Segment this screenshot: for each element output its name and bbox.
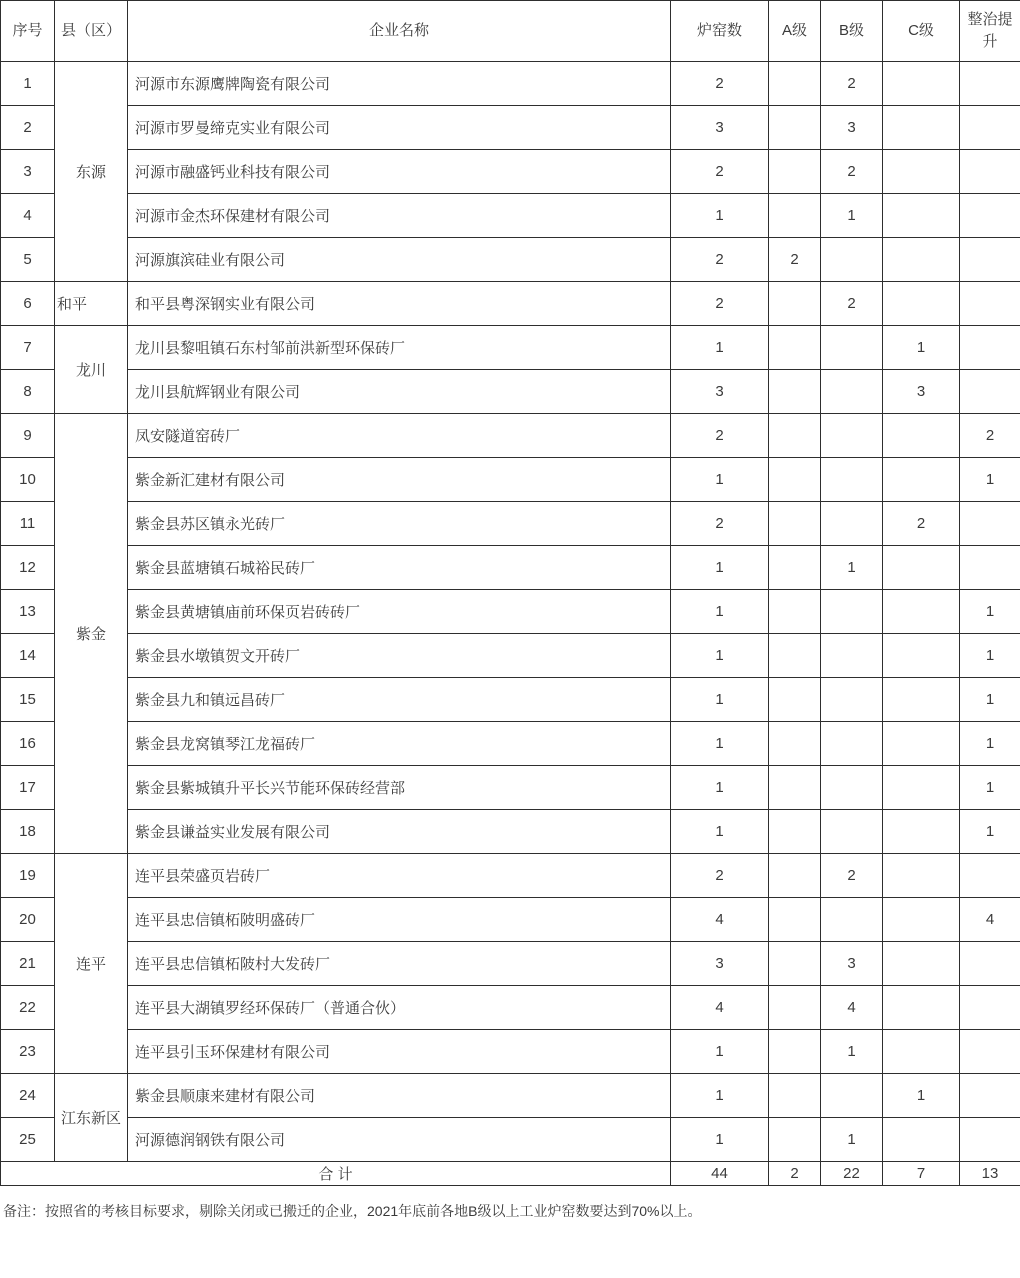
cell-grade-a bbox=[769, 634, 821, 678]
cell-no: 18 bbox=[1, 810, 55, 854]
cell-county: 龙川 bbox=[55, 326, 128, 414]
cell-no: 25 bbox=[1, 1118, 55, 1162]
cell-rectify bbox=[960, 1030, 1020, 1074]
cell-enterprise-name: 紫金县苏区镇永光砖厂 bbox=[128, 502, 671, 546]
table-row bbox=[1, 1118, 1020, 1162]
total-grade-c: 7 bbox=[883, 1162, 960, 1186]
table-row bbox=[1, 678, 1020, 722]
cell-no: 12 bbox=[1, 546, 55, 590]
cell-grade-b bbox=[821, 678, 883, 722]
cell-grade-c: 3 bbox=[883, 370, 960, 414]
cell-no: 2 bbox=[1, 106, 55, 150]
cell-grade-c bbox=[883, 238, 960, 282]
cell-no: 11 bbox=[1, 502, 55, 546]
cell-rectify bbox=[960, 282, 1020, 326]
cell-no: 21 bbox=[1, 942, 55, 986]
cell-grade-c bbox=[883, 898, 960, 942]
cell-kiln-count: 1 bbox=[671, 1030, 769, 1074]
cell-grade-b: 2 bbox=[821, 282, 883, 326]
cell-rectify: 2 bbox=[960, 414, 1020, 458]
cell-no: 13 bbox=[1, 590, 55, 634]
col-header-kiln-count: 炉窑数 bbox=[671, 1, 769, 62]
cell-enterprise-name: 紫金县黄塘镇庙前环保页岩砖砖厂 bbox=[128, 590, 671, 634]
cell-no: 6 bbox=[1, 282, 55, 326]
cell-grade-c bbox=[883, 854, 960, 898]
col-header-enterprise: 企业名称 bbox=[128, 1, 671, 62]
cell-no: 17 bbox=[1, 766, 55, 810]
cell-rectify bbox=[960, 546, 1020, 590]
cell-grade-b bbox=[821, 766, 883, 810]
table-row bbox=[1, 326, 1020, 370]
cell-grade-a bbox=[769, 898, 821, 942]
table-row bbox=[1, 502, 1020, 546]
cell-kiln-count: 1 bbox=[671, 590, 769, 634]
cell-grade-c bbox=[883, 458, 960, 502]
cell-grade-b: 1 bbox=[821, 1118, 883, 1162]
cell-grade-c bbox=[883, 986, 960, 1030]
total-kiln-count: 44 bbox=[671, 1162, 769, 1186]
cell-grade-a bbox=[769, 414, 821, 458]
cell-rectify bbox=[960, 62, 1020, 106]
cell-no: 9 bbox=[1, 414, 55, 458]
cell-grade-a bbox=[769, 590, 821, 634]
cell-grade-b bbox=[821, 634, 883, 678]
total-row bbox=[1, 1162, 1020, 1186]
table-row bbox=[1, 546, 1020, 590]
cell-kiln-count: 1 bbox=[671, 722, 769, 766]
cell-enterprise-name: 凤安隧道窑砖厂 bbox=[128, 414, 671, 458]
cell-grade-c: 2 bbox=[883, 502, 960, 546]
cell-rectify: 1 bbox=[960, 458, 1020, 502]
total-grade-b: 22 bbox=[821, 1162, 883, 1186]
cell-grade-c bbox=[883, 678, 960, 722]
cell-rectify bbox=[960, 1074, 1020, 1118]
table-row bbox=[1, 590, 1020, 634]
cell-grade-a bbox=[769, 370, 821, 414]
cell-grade-b bbox=[821, 414, 883, 458]
table-body bbox=[1, 62, 1020, 1162]
cell-kiln-count: 1 bbox=[671, 546, 769, 590]
cell-enterprise-name: 河源德润钢铁有限公司 bbox=[128, 1118, 671, 1162]
cell-grade-c bbox=[883, 150, 960, 194]
cell-kiln-count: 1 bbox=[671, 766, 769, 810]
cell-county: 连平 bbox=[55, 854, 128, 1074]
cell-enterprise-name: 紫金县紫城镇升平长兴节能环保砖经营部 bbox=[128, 766, 671, 810]
cell-rectify: 1 bbox=[960, 722, 1020, 766]
cell-grade-c bbox=[883, 282, 960, 326]
cell-rectify bbox=[960, 942, 1020, 986]
col-header-grade-b: B级 bbox=[821, 1, 883, 62]
cell-grade-c: 1 bbox=[883, 326, 960, 370]
cell-kiln-count: 1 bbox=[671, 634, 769, 678]
cell-enterprise-name: 河源旗滨硅业有限公司 bbox=[128, 238, 671, 282]
header-row bbox=[1, 1, 1020, 62]
col-header-grade-a: A级 bbox=[769, 1, 821, 62]
cell-grade-a bbox=[769, 62, 821, 106]
cell-enterprise-name: 河源市东源鹰牌陶瓷有限公司 bbox=[128, 62, 671, 106]
cell-grade-a bbox=[769, 722, 821, 766]
cell-grade-a bbox=[769, 502, 821, 546]
table-header bbox=[1, 1, 1020, 62]
cell-rectify bbox=[960, 854, 1020, 898]
cell-kiln-count: 2 bbox=[671, 854, 769, 898]
cell-grade-c: 1 bbox=[883, 1074, 960, 1118]
cell-enterprise-name: 龙川县黎咀镇石东村邹前洪新型环保砖厂 bbox=[128, 326, 671, 370]
table-row bbox=[1, 722, 1020, 766]
table-row bbox=[1, 986, 1020, 1030]
cell-grade-c bbox=[883, 722, 960, 766]
cell-grade-b: 2 bbox=[821, 62, 883, 106]
cell-rectify: 4 bbox=[960, 898, 1020, 942]
cell-no: 19 bbox=[1, 854, 55, 898]
cell-no: 16 bbox=[1, 722, 55, 766]
table-row bbox=[1, 942, 1020, 986]
table-row bbox=[1, 414, 1020, 458]
cell-grade-b bbox=[821, 370, 883, 414]
cell-kiln-count: 1 bbox=[671, 1118, 769, 1162]
cell-rectify bbox=[960, 326, 1020, 370]
cell-kiln-count: 4 bbox=[671, 898, 769, 942]
cell-grade-c bbox=[883, 414, 960, 458]
table-row bbox=[1, 634, 1020, 678]
cell-rectify: 1 bbox=[960, 810, 1020, 854]
cell-enterprise-name: 紫金县九和镇远昌砖厂 bbox=[128, 678, 671, 722]
cell-rectify bbox=[960, 150, 1020, 194]
table-row bbox=[1, 150, 1020, 194]
cell-grade-c bbox=[883, 942, 960, 986]
cell-rectify bbox=[960, 1118, 1020, 1162]
cell-kiln-count: 4 bbox=[671, 986, 769, 1030]
table-row bbox=[1, 282, 1020, 326]
table-row bbox=[1, 370, 1020, 414]
cell-enterprise-name: 和平县粤深钢实业有限公司 bbox=[128, 282, 671, 326]
table-footer bbox=[1, 1162, 1020, 1186]
cell-grade-b: 1 bbox=[821, 546, 883, 590]
cell-enterprise-name: 紫金新汇建材有限公司 bbox=[128, 458, 671, 502]
table-row bbox=[1, 766, 1020, 810]
cell-no: 3 bbox=[1, 150, 55, 194]
table-row bbox=[1, 458, 1020, 502]
cell-grade-b bbox=[821, 898, 883, 942]
cell-grade-a bbox=[769, 150, 821, 194]
cell-no: 24 bbox=[1, 1074, 55, 1118]
cell-grade-b: 2 bbox=[821, 150, 883, 194]
table-row bbox=[1, 62, 1020, 106]
cell-grade-b: 3 bbox=[821, 942, 883, 986]
cell-county: 东源 bbox=[55, 62, 128, 282]
cell-county: 紫金 bbox=[55, 414, 128, 854]
cell-kiln-count: 3 bbox=[671, 942, 769, 986]
cell-enterprise-name: 河源市融盛钙业科技有限公司 bbox=[128, 150, 671, 194]
cell-rectify: 1 bbox=[960, 590, 1020, 634]
cell-rectify: 1 bbox=[960, 678, 1020, 722]
cell-enterprise-name: 河源市金杰环保建材有限公司 bbox=[128, 194, 671, 238]
cell-kiln-count: 1 bbox=[671, 326, 769, 370]
table-row bbox=[1, 1030, 1020, 1074]
cell-kiln-count: 1 bbox=[671, 678, 769, 722]
col-header-grade-c: C级 bbox=[883, 1, 960, 62]
cell-enterprise-name: 紫金县蓝塘镇石城裕民砖厂 bbox=[128, 546, 671, 590]
cell-grade-b bbox=[821, 238, 883, 282]
cell-county: 和平 bbox=[55, 282, 128, 326]
cell-no: 10 bbox=[1, 458, 55, 502]
cell-no: 1 bbox=[1, 62, 55, 106]
table-row bbox=[1, 106, 1020, 150]
cell-kiln-count: 2 bbox=[671, 282, 769, 326]
cell-grade-a bbox=[769, 810, 821, 854]
cell-kiln-count: 1 bbox=[671, 810, 769, 854]
col-header-no: 序号 bbox=[1, 1, 55, 62]
cell-grade-a bbox=[769, 282, 821, 326]
cell-grade-b bbox=[821, 326, 883, 370]
cell-kiln-count: 3 bbox=[671, 106, 769, 150]
cell-no: 4 bbox=[1, 194, 55, 238]
table-row bbox=[1, 194, 1020, 238]
cell-enterprise-name: 连平县忠信镇柘陂村大发砖厂 bbox=[128, 942, 671, 986]
cell-grade-c bbox=[883, 766, 960, 810]
cell-no: 14 bbox=[1, 634, 55, 678]
total-grade-a: 2 bbox=[769, 1162, 821, 1186]
cell-rectify: 1 bbox=[960, 766, 1020, 810]
cell-enterprise-name: 连平县引玉环保建材有限公司 bbox=[128, 1030, 671, 1074]
total-label: 合 计 bbox=[1, 1162, 671, 1186]
cell-enterprise-name: 连平县大湖镇罗经环保砖厂（普通合伙） bbox=[128, 986, 671, 1030]
cell-grade-b bbox=[821, 810, 883, 854]
cell-grade-a bbox=[769, 458, 821, 502]
cell-enterprise-name: 连平县忠信镇柘陂明盛砖厂 bbox=[128, 898, 671, 942]
cell-grade-a bbox=[769, 942, 821, 986]
cell-grade-a: 2 bbox=[769, 238, 821, 282]
cell-county: 江东新区 bbox=[55, 1074, 128, 1162]
cell-grade-c bbox=[883, 194, 960, 238]
cell-grade-b bbox=[821, 722, 883, 766]
total-rectify: 13 bbox=[960, 1162, 1020, 1186]
table-row bbox=[1, 854, 1020, 898]
table-row bbox=[1, 898, 1020, 942]
cell-no: 23 bbox=[1, 1030, 55, 1074]
cell-rectify bbox=[960, 238, 1020, 282]
cell-grade-a bbox=[769, 986, 821, 1030]
cell-rectify bbox=[960, 106, 1020, 150]
cell-grade-a bbox=[769, 194, 821, 238]
cell-kiln-count: 1 bbox=[671, 458, 769, 502]
cell-grade-b bbox=[821, 1074, 883, 1118]
cell-enterprise-name: 紫金县水墩镇贺文开砖厂 bbox=[128, 634, 671, 678]
cell-rectify bbox=[960, 370, 1020, 414]
footnote: 备注：按照省的考核目标要求，剔除关闭或已搬迁的企业，2021年底前各地B级以上工业炉窑数要达到70%以上。 bbox=[3, 1203, 702, 1219]
cell-enterprise-name: 河源市罗曼缔克实业有限公司 bbox=[128, 106, 671, 150]
cell-grade-a bbox=[769, 1074, 821, 1118]
cell-grade-a bbox=[769, 678, 821, 722]
cell-kiln-count: 1 bbox=[671, 1074, 769, 1118]
cell-no: 15 bbox=[1, 678, 55, 722]
cell-grade-b: 1 bbox=[821, 194, 883, 238]
cell-enterprise-name: 紫金县龙窝镇琴江龙福砖厂 bbox=[128, 722, 671, 766]
cell-grade-c bbox=[883, 62, 960, 106]
cell-grade-a bbox=[769, 1118, 821, 1162]
cell-no: 8 bbox=[1, 370, 55, 414]
cell-grade-c bbox=[883, 546, 960, 590]
cell-rectify bbox=[960, 986, 1020, 1030]
cell-kiln-count: 2 bbox=[671, 502, 769, 546]
cell-kiln-count: 2 bbox=[671, 414, 769, 458]
cell-grade-a bbox=[769, 106, 821, 150]
table-row bbox=[1, 238, 1020, 282]
cell-enterprise-name: 紫金县谦益实业发展有限公司 bbox=[128, 810, 671, 854]
col-header-rectify: 整治提升 bbox=[960, 1, 1020, 62]
cell-grade-b: 4 bbox=[821, 986, 883, 1030]
cell-no: 22 bbox=[1, 986, 55, 1030]
cell-rectify bbox=[960, 502, 1020, 546]
cell-grade-c bbox=[883, 1118, 960, 1162]
cell-grade-a bbox=[769, 766, 821, 810]
table-row bbox=[1, 810, 1020, 854]
cell-grade-b: 2 bbox=[821, 854, 883, 898]
cell-grade-b bbox=[821, 590, 883, 634]
cell-kiln-count: 2 bbox=[671, 62, 769, 106]
cell-grade-b bbox=[821, 502, 883, 546]
cell-enterprise-name: 连平县荣盛页岩砖厂 bbox=[128, 854, 671, 898]
cell-kiln-count: 3 bbox=[671, 370, 769, 414]
cell-rectify bbox=[960, 194, 1020, 238]
cell-no: 7 bbox=[1, 326, 55, 370]
cell-grade-c bbox=[883, 106, 960, 150]
cell-grade-c bbox=[883, 590, 960, 634]
cell-grade-b: 1 bbox=[821, 1030, 883, 1074]
cell-kiln-count: 1 bbox=[671, 194, 769, 238]
col-header-county: 县（区） bbox=[55, 1, 128, 62]
cell-no: 5 bbox=[1, 238, 55, 282]
cell-enterprise-name: 龙川县航辉钢业有限公司 bbox=[128, 370, 671, 414]
cell-kiln-count: 2 bbox=[671, 238, 769, 282]
cell-grade-c bbox=[883, 634, 960, 678]
cell-grade-a bbox=[769, 1030, 821, 1074]
cell-grade-a bbox=[769, 326, 821, 370]
cell-grade-c bbox=[883, 1030, 960, 1074]
cell-kiln-count: 2 bbox=[671, 150, 769, 194]
cell-grade-b: 3 bbox=[821, 106, 883, 150]
table-row bbox=[1, 1074, 1020, 1118]
cell-grade-c bbox=[883, 810, 960, 854]
cell-rectify: 1 bbox=[960, 634, 1020, 678]
cell-enterprise-name: 紫金县顺康来建材有限公司 bbox=[128, 1074, 671, 1118]
cell-grade-b bbox=[821, 458, 883, 502]
cell-grade-a bbox=[769, 854, 821, 898]
cell-grade-a bbox=[769, 546, 821, 590]
cell-no: 20 bbox=[1, 898, 55, 942]
